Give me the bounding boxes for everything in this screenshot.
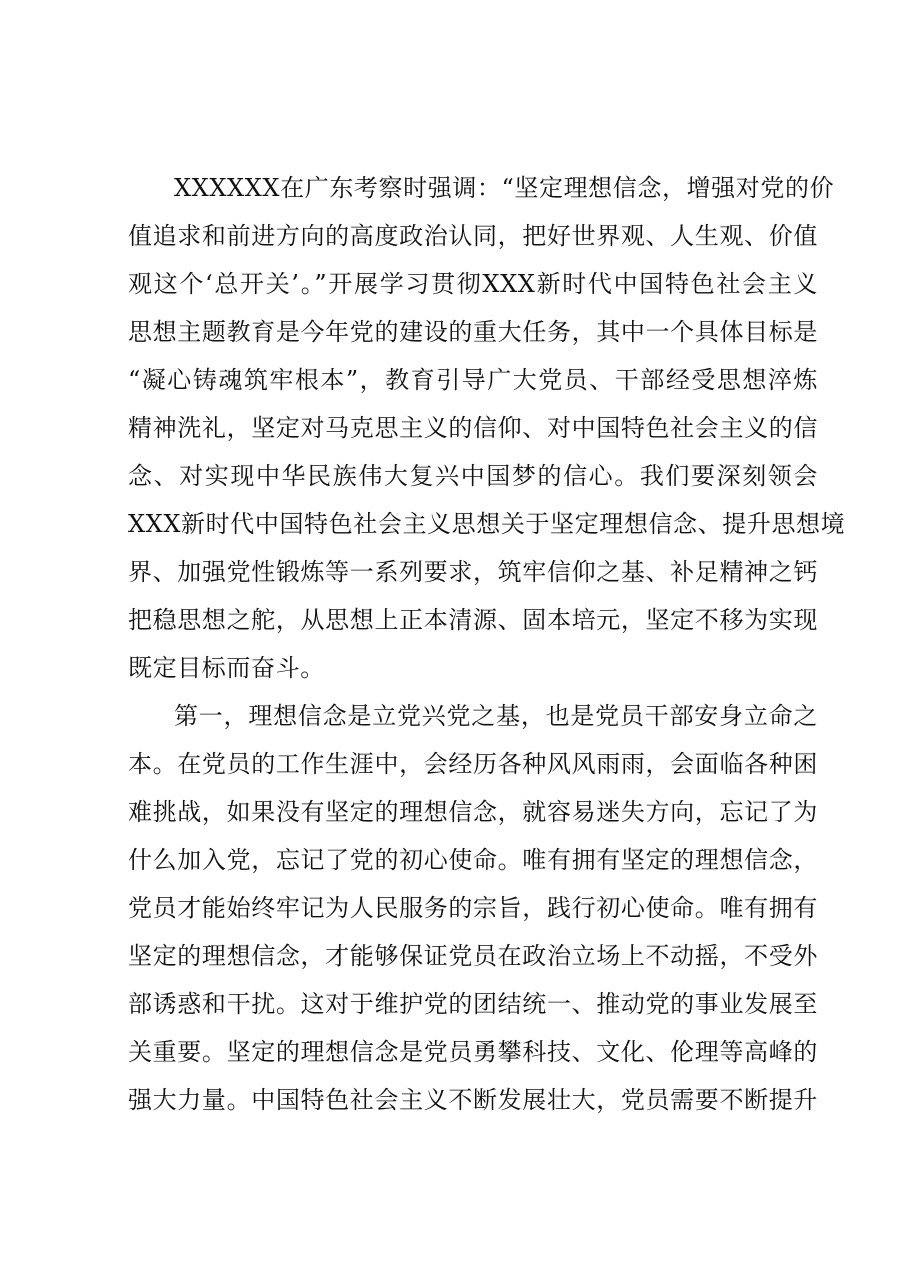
text-line: 难挑战，如果没有坚定的理想信念，就容易迷失方向，忘记了为	[128, 798, 818, 826]
text-line: 把稳思想之舵，从思想上正本清源、固本培元，坚定不移为实现	[128, 606, 818, 634]
text-line: 第一，理想信念是立党兴党之基，也是党员干部安身立命之	[174, 702, 818, 730]
text-line: 坚定的理想信念，才能够保证党员在政治立场上不动摇，不受外	[128, 942, 818, 970]
text-line: 念、对实现中华民族伟大复兴中国梦的信心。我们要深刻领会	[128, 462, 818, 490]
text-line: 本。在党员的工作生涯中，会经历各种风风雨雨，会面临各种困	[128, 750, 818, 778]
text-line: 观这个‘总开关’。”开展学习贯彻XXX新时代中国特色社会主义	[128, 270, 818, 298]
text-line: 思想主题教育是今年党的建设的重大任务，其中一个具体目标是	[128, 318, 818, 346]
text-line: “凝心铸魂筑牢根本”，教育引导广大党员、干部经受思想淬炼	[128, 366, 818, 394]
text-line: 精神洗礼，坚定对马克思主义的信仰、对中国特色社会主义的信	[128, 414, 818, 442]
text-line: 部诱惑和干扰。这对于维护党的团结统一、推动党的事业发展至	[128, 990, 818, 1018]
text-line: 界、加强党性锻炼等一系列要求，筑牢信仰之基、补足精神之钙	[128, 558, 818, 586]
text-line: 关重要。坚定的理想信念是党员勇攀科技、文化、伦理等高峰的	[128, 1038, 818, 1066]
text-line: XXX新时代中国特色社会主义思想关于坚定理想信念、提升思想境	[128, 510, 846, 538]
text-line: 党员才能始终牢记为人民服务的宗旨，践行初心使命。唯有拥有	[128, 894, 818, 922]
text-line: 强大力量。中国特色社会主义不断发展壮大，党员需要不断提升	[128, 1086, 818, 1114]
text-line: XXXXXX在广东考察时强调：“坚定理想信念，增强对党的价	[174, 174, 835, 202]
text-line: 既定目标而奋斗。	[128, 654, 325, 682]
text-line: 什么加入党，忘记了党的初心使命。唯有拥有坚定的理想信念，	[128, 846, 818, 874]
text-line: 值追求和前进方向的高度政治认同，把好世界观、人生观、价值	[128, 222, 818, 250]
